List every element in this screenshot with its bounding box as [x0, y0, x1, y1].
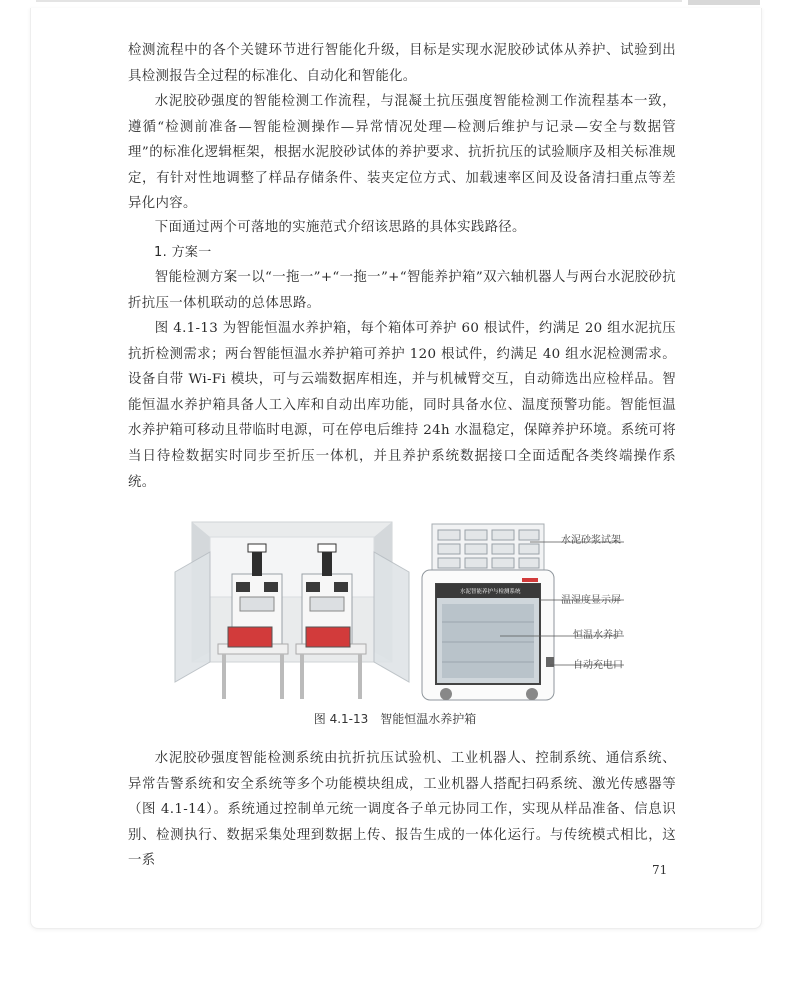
paragraph-1: 检测流程中的各个关键环节进行智能化升级，目标是实现水泥胶砂试体从养护、试验到出具检测报告全过程的标准化、自动化和智能化。 [128, 43, 676, 84]
paragraph-5: 图 4.1-13 为智能恒温水养护箱，每个箱体可养护 60 根试件，约满足 20 组水泥抗压抗折检测需求；两台智能恒温水养护箱可养护 120 根试件，约满足 40 组水泥检测需求。设备自带 Wi-Fi 模块，可与云端数据库相连，并与机械臂交互，自动筛选出应检样品。智能恒温水养护箱具备人工入库和自动出库功能，同时具备水位、温度预警功能。智能恒温水养护箱可移动且带临时电源，可在停电后维持 24h 水温稳定，保障养护环境。系统可将当日待检数据实时同步至折压一体机，并且养护系统数据接口全面适配各类终端操作系统。 [128, 321, 676, 490]
curing-box-illustration [422, 524, 554, 700]
top-bar [0, 0, 790, 6]
scroll-tab[interactable] [688, 0, 760, 5]
workstation-illustration [175, 522, 409, 699]
paragraph-2: 水泥胶砂强度的智能检测工作流程，与混凝土抗压强度智能检测工作流程基本一致，遵循“检测前准备—智能检测操作—异常情况处理—检测后维护与记录—安全与数据管理”的标准化逻辑框架，根据水泥胶砂试体的养护要求、抗折抗压的试验顺序及相关标准规定，有针对性地调整了样品存储条件、装夹定位方式、加载速率区间及设备清扫重点等差异化内容。 [128, 94, 676, 212]
paragraph-4: 智能检测方案一以“一拖一”+“一拖一”+“智能养护箱”双六轴机器人与两台水泥胶砂抗折抗压一体机联动的总体思路。 [128, 270, 676, 311]
callout-specimen-rack: 水泥砂浆试架 [561, 535, 621, 546]
callout-display-screen: 温湿度显示屏 [561, 595, 621, 606]
device-panel-label: 水泥智能养护与检测系统 [460, 589, 521, 595]
top-divider [36, 0, 682, 2]
page-number: 71 [652, 863, 668, 877]
callout-charging-port: 自动充电口 [573, 660, 623, 671]
callout-water-curing: 恒温水养护 [573, 630, 623, 641]
paragraph-6: 水泥胶砂强度智能检测系统由抗折抗压试验机、工业机器人、控制系统、通信系统、异常告警系统和安全系统等多个功能模块组成，工业机器人搭配扫码系统、激光传感器等（图 4.1-14）。系统通过控制单元统一调度各子单元协同工作，实现从样品准备、信息识别、检测执行、数据采集处理到数据上传、报告生成的一体化运行。与传统模式相比，这一系 [128, 751, 676, 869]
paragraph-3: 下面通过两个可落地的实施范式介绍该思路的具体实践路径。 [154, 220, 526, 235]
figure-caption: 图 4.1-13 智能恒温水养护箱 [313, 712, 477, 726]
section-heading: 1. 方案一 [154, 245, 212, 260]
